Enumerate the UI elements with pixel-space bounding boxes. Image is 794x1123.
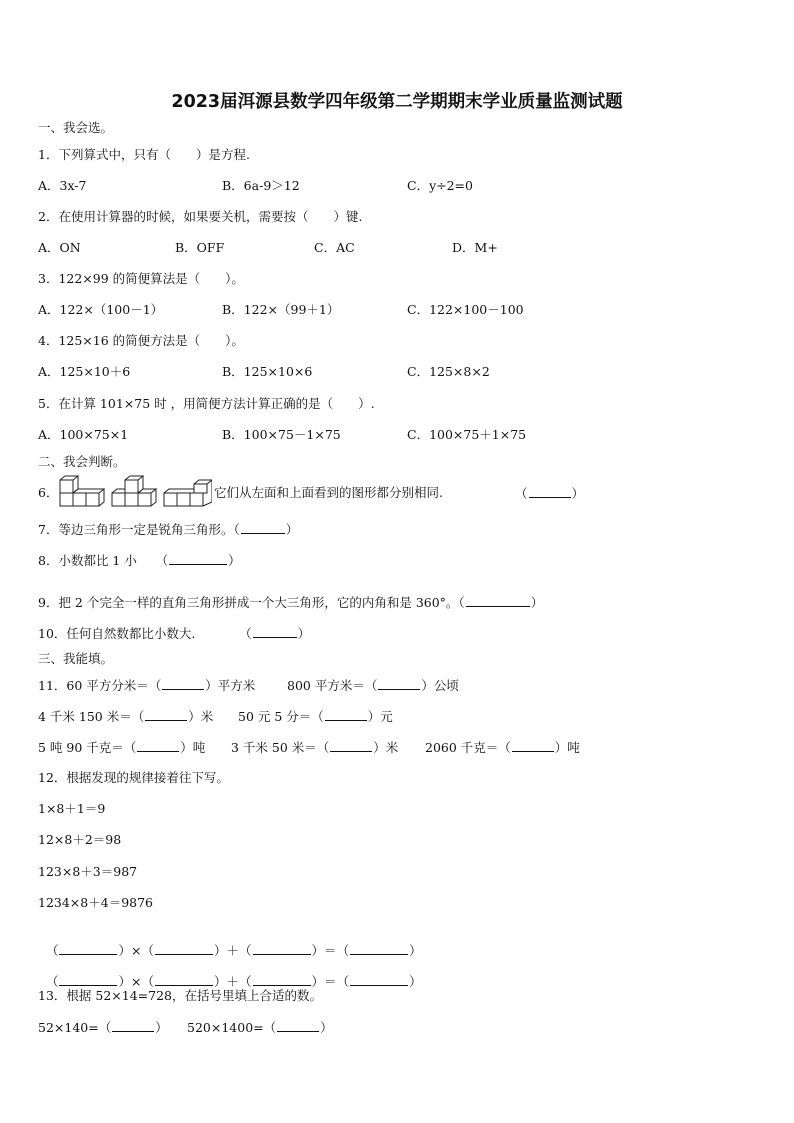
unit-label: ）吨 (180, 740, 206, 755)
paren-close: ） (213, 943, 227, 958)
question-11-part-2-text: 800 平方米＝（ (287, 678, 378, 693)
answer-blank[interactable] (169, 552, 227, 565)
page-title: 2023届洱源县数学四年级第二学期期末学业质量监测试题 (171, 92, 623, 112)
answer-blank[interactable] (325, 708, 367, 721)
unit-label: ）吨 (554, 740, 580, 755)
cube-stack-illustration (58, 475, 212, 509)
paren-close: ） (213, 974, 227, 989)
answer-blank[interactable] (155, 942, 213, 955)
question-8 (38, 552, 241, 569)
question-1-stem: 1．下列算式中，只有（ ）是方程. (38, 147, 250, 162)
paren-close: ） (228, 553, 241, 568)
paren-open: （ (45, 943, 59, 958)
question-9-text: 9．把 2 个完全一样的直角三角形拼成一个大三角形，它的内角和是 360°。（ (38, 595, 465, 610)
cube-figures (58, 475, 212, 509)
question-2-stem: 2．在使用计算器的时候，如果要关机，需要按（ ）键. (38, 209, 363, 224)
question-4-option-c[interactable]: C．125×8×2 (407, 364, 490, 379)
question-13-part-b (187, 1019, 333, 1036)
question-1-option-c[interactable]: C．y÷2=0 (407, 178, 473, 193)
question-11-part-6-text: 3 千米 50 米＝（ (231, 740, 330, 755)
answer-blank[interactable] (112, 1019, 154, 1032)
pattern-line-2: 12×8＋2＝98 (38, 832, 122, 847)
paren-close: ） (320, 1020, 333, 1035)
question-11-row-3 (38, 739, 205, 756)
question-11-part-4 (238, 708, 393, 725)
question-11-part-1: 11．60 平方分米＝（ (38, 678, 162, 693)
answer-blank[interactable] (155, 973, 213, 986)
section-1-heading: 一、我会选。 (38, 120, 114, 135)
pattern-fill-row-2 (38, 957, 422, 990)
answer-blank[interactable] (59, 973, 117, 986)
question-2-option-a[interactable]: A．ON (38, 240, 81, 255)
question-13-stem: 13．根据 52×14=728，在括号里填上合适的数。 (38, 988, 322, 1003)
question-3-option-c[interactable]: C．122×100－100 (407, 302, 524, 317)
figure-3 (164, 480, 212, 506)
question-6-text: 它们从左面和上面看到的图形都分别相同. (214, 485, 443, 500)
section-3-heading: 三、我能填。 (38, 651, 114, 666)
pattern-fill-row-1 (38, 926, 422, 959)
unit-label: ）公顷 (421, 678, 459, 693)
question-13-part-a-text: 52×140=（ (38, 1020, 112, 1035)
equals-sign: ＝ (324, 974, 337, 989)
paren-close: ） (118, 974, 131, 989)
paren-open: （ (141, 943, 154, 958)
paren-open: （ (239, 974, 252, 989)
unit-label: ）元 (367, 709, 393, 724)
question-5-option-a[interactable]: A．100×75×1 (38, 427, 129, 442)
times-sign: × (130, 943, 142, 958)
paren-close: ） (285, 522, 299, 537)
paren-open: （ (45, 974, 59, 989)
question-11-part-3: 4 千米 150 米＝（ (38, 709, 145, 724)
paren-close: ） (409, 974, 422, 989)
paren-open: （ (141, 974, 154, 989)
question-11-part-4-text: 50 元 5 分＝（ (238, 709, 324, 724)
question-6-answer[interactable] (515, 485, 584, 502)
question-5-option-b[interactable]: B．100×75－1×75 (222, 427, 341, 442)
question-3-stem: 3．122×99 的简便算法是（ ）。 (38, 271, 244, 286)
answer-blank[interactable] (330, 739, 372, 752)
answer-blank[interactable] (277, 1019, 319, 1032)
paren-close: ） (409, 943, 422, 958)
question-8-text: 8．小数都比 1 小 （ (38, 553, 169, 568)
plus-sign: ＋ (226, 974, 240, 989)
paren-close: ） (311, 943, 325, 958)
question-11-row-2 (38, 708, 213, 725)
question-1-option-a[interactable]: A．3x-7 (38, 178, 87, 193)
question-5-option-c[interactable]: C．100×75＋1×75 (407, 427, 527, 442)
answer-blank[interactable] (162, 677, 204, 690)
paren-open: （ (515, 486, 528, 501)
question-11-row-1 (38, 677, 255, 694)
question-10 (38, 625, 310, 642)
times-sign: × (130, 974, 142, 989)
answer-blank[interactable] (512, 739, 554, 752)
question-6-number: 6． (38, 485, 59, 500)
pattern-line-4: 1234×8＋4＝9876 (38, 895, 154, 910)
answer-blank[interactable] (378, 677, 420, 690)
plus-sign: ＋ (226, 943, 240, 958)
answer-blank[interactable] (253, 625, 297, 638)
paren-close: ） (311, 974, 325, 989)
answer-blank[interactable] (529, 485, 571, 498)
section-2-heading: 二、我会判断。 (38, 454, 126, 469)
question-4-option-a[interactable]: A．125×10＋6 (38, 364, 131, 379)
unit-label: ）平方米 (205, 678, 256, 693)
question-4-option-b[interactable]: B．125×10×6 (222, 364, 313, 379)
question-2-option-c[interactable]: C．AC (314, 240, 355, 255)
answer-blank[interactable] (253, 973, 311, 986)
paren-open: （ (336, 974, 350, 989)
question-11-part-6 (231, 739, 398, 756)
unit-label: ）米 (188, 709, 214, 724)
answer-blank[interactable] (253, 942, 311, 955)
question-3-option-b[interactable]: B．122×（99＋1） (222, 302, 340, 317)
paren-open: （ (239, 943, 252, 958)
question-11-part-2 (287, 677, 459, 694)
answer-blank[interactable] (241, 521, 285, 534)
question-7 (38, 521, 298, 538)
equals-sign: ＝ (324, 943, 337, 958)
question-2-option-d[interactable]: D．M+ (452, 240, 498, 255)
question-13-part-a (38, 1019, 168, 1036)
question-11-part-5: 5 吨 90 千克＝（ (38, 740, 137, 755)
paren-close: ） (571, 486, 585, 501)
question-5-stem: 5．在计算 101×75 时 ，用简便方法计算正确的是（ ）. (38, 396, 375, 411)
question-9 (38, 594, 543, 611)
answer-blank[interactable] (137, 739, 179, 752)
paren-close: ） (530, 595, 544, 610)
answer-blank[interactable] (145, 708, 187, 721)
answer-blank[interactable] (59, 942, 117, 955)
question-4-stem: 4．125×16 的简便方法是（ ）。 (38, 333, 244, 348)
figure-1 (60, 476, 104, 506)
pattern-line-1: 1×8＋1＝9 (38, 801, 106, 816)
answer-blank[interactable] (350, 942, 408, 955)
answer-blank[interactable] (350, 973, 408, 986)
question-1-option-b[interactable]: B．6a-9＞12 (222, 178, 300, 193)
question-13-part-b-text: 520×1400=（ (187, 1020, 277, 1035)
question-12-stem: 12．根据发现的规律接着往下写。 (38, 770, 229, 785)
paren-open: （ (336, 943, 350, 958)
paren-close: ） (297, 626, 311, 641)
question-7-text: 7．等边三角形一定是锐角三角形。（ (38, 522, 240, 537)
figure-2 (112, 476, 156, 506)
question-11-part-7 (425, 739, 580, 756)
question-11-part-7-text: 2060 千克＝（ (425, 740, 511, 755)
paren-close: ） (118, 943, 131, 958)
answer-blank[interactable] (466, 594, 530, 607)
unit-label: ）米 (373, 740, 399, 755)
question-3-option-a[interactable]: A．122×（100－1） (38, 302, 164, 317)
paren-close: ） (155, 1020, 168, 1035)
question-2-option-b[interactable]: B．OFF (175, 240, 225, 255)
pattern-line-3: 123×8＋3＝987 (38, 864, 138, 879)
question-10-text: 10．任何自然数都比小数大. （ (38, 626, 252, 641)
